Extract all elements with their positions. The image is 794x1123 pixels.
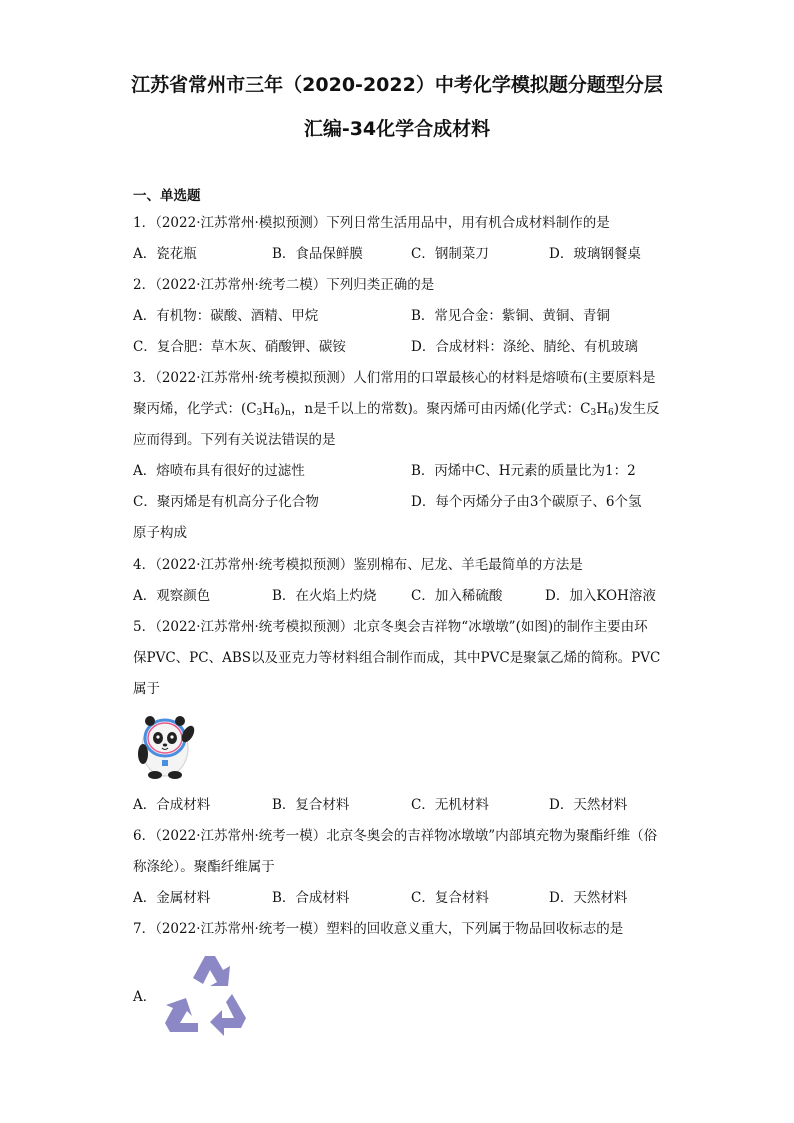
question-3-line3: 应而得到。下列有关说法错误的是 (133, 432, 336, 448)
q4-option-a: A．观察颜色 (133, 588, 211, 604)
q5-option-d: D．天然材料 (549, 797, 628, 813)
bing-dwen-dwen-image (133, 708, 208, 780)
q6-option-a: A．金属材料 (133, 890, 211, 906)
q1-option-d: D．玻璃钢餐桌 (549, 246, 641, 262)
q2-option-a: A．有机物：碳酸、酒精、甲烷 (133, 308, 319, 324)
question-3-line2: 聚丙烯，化学式：$(C_3H_6)_n$，n是千以上的常数)。聚丙烯可由丙烯(化学式：$C_3H_6$)发生反 (133, 401, 660, 418)
question-5-line1: 5．（2022·江苏常州·统考模拟预测）北京冬奥会吉祥物“冰墩墩”(如图)的制作主要由环 (133, 619, 648, 635)
recycle-icon (160, 950, 256, 1038)
q1-option-a: A．瓷花瓶 (133, 246, 197, 262)
page-title-line1: 江苏省常州市三年（2020-2022）中考化学模拟题分题型分层 (131, 74, 663, 96)
q1-option-c: C．钢制菜刀 (411, 246, 489, 262)
q4-option-b: B．在火焰上灼烧 (272, 588, 377, 604)
q6-option-c: C．复合材料 (411, 890, 489, 906)
question-6-line1: 6．（2022·江苏常州·统考一模）北京冬奥会的吉祥物冰墩墩”内部填充物为聚酯纤维（俗 (133, 828, 658, 844)
question-4-stem: 4．（2022·江苏常州·统考模拟预测）鉴别棉布、尼龙、羊毛最简单的方法是 (133, 557, 583, 573)
question-6-line2: 称涤纶）。聚酯纤维属于 (133, 859, 275, 875)
section-heading: 一、单选题 (133, 188, 201, 204)
q3-option-b: B．丙烯中C、H元素的质量比为1：2 (411, 463, 636, 479)
question-1-stem: 1．（2022·江苏常州·模拟预测）下列日常生活用品中，用有机合成材料制作的是 (133, 215, 610, 231)
q3-option-a: A．熔喷布具有很好的过滤性 (133, 463, 305, 479)
q3-option-d-cont: 原子构成 (133, 525, 187, 541)
q3-option-d: D．每个丙烯分子由3个碳原子、6个氢 (411, 494, 642, 510)
question-7-stem: 7．（2022·江苏常州·统考一模）塑料的回收意义重大，下列属于物品回收标志的是 (133, 921, 624, 937)
q5-option-c: C．无机材料 (411, 797, 489, 813)
q4-option-c: C．加入稀硫酸 (411, 588, 503, 604)
q2-option-c: C．复合肥：草木灰、硝酸钾、碳铵 (133, 339, 346, 355)
q3-option-c: C．聚丙烯是有机高分子化合物 (133, 494, 319, 510)
q1-option-b: B．食品保鲜膜 (272, 246, 363, 262)
q4-option-d: D．加入KOH溶液 (545, 588, 656, 604)
q6-option-d: D．天然材料 (549, 890, 628, 906)
q7-option-a-label: A． (133, 989, 157, 1005)
q2-option-d: D．合成材料：涤纶、腈纶、有机玻璃 (411, 339, 638, 355)
q5-option-b: B．复合材料 (272, 797, 350, 813)
page-title-line2: 汇编-34化学合成材料 (303, 118, 491, 140)
q2-option-b: B．常见合金：紫铜、黄铜、青铜 (411, 308, 610, 324)
q6-option-b: B．合成材料 (272, 890, 350, 906)
question-5-line2: 保PVC、PC、ABS以及亚克力等材料组合制作而成，其中PVC是聚氯乙烯的简称。PVC (133, 650, 661, 666)
question-3-line1: 3．（2022·江苏常州·统考模拟预测）人们常用的口罩最核心的材料是熔喷布(主要原料是 (133, 370, 656, 386)
question-2-stem: 2．（2022·江苏常州·统考二模）下列归类正确的是 (133, 277, 435, 293)
question-5-line3: 属于 (133, 681, 160, 697)
q5-option-a: A．合成材料 (133, 797, 211, 813)
